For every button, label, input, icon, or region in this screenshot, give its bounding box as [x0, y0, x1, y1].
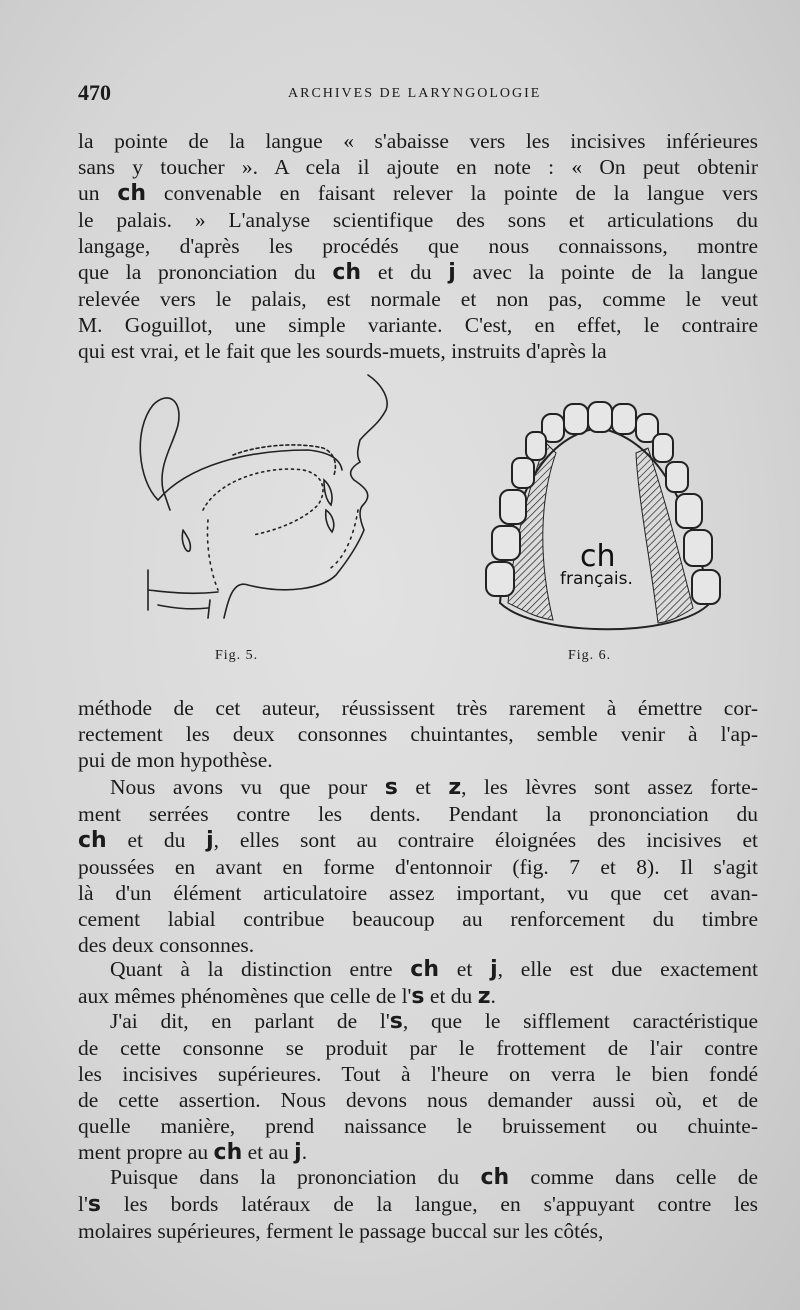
palate-line — [233, 445, 335, 475]
running-head: ARCHIVES DE LARYNGOLOGIE — [288, 86, 542, 101]
text-segment: , les lèvres sont assez forte- — [461, 775, 758, 799]
tooth — [612, 404, 636, 434]
text-line — [78, 180, 758, 207]
text-segment: Nous avons vu que pour — [110, 775, 385, 799]
text-segment: , que le sifflement caractéristique — [402, 1009, 758, 1033]
tooth — [684, 530, 712, 566]
phoneme-letter: j — [294, 1140, 302, 1165]
text-line: pui de mon hypothèse. — [78, 748, 273, 772]
text-segment: et au — [242, 1140, 295, 1164]
text-line — [78, 827, 758, 854]
larynx — [182, 530, 190, 551]
tooth — [564, 404, 588, 434]
paragraph-2 — [78, 695, 758, 773]
text-line: relevée vers le palais, est normale et non pas, comme le veut — [78, 287, 758, 311]
text-line: molaires supérieures, ferment le passage buccal sur les côtés, — [78, 1219, 604, 1243]
page-header — [78, 80, 758, 110]
phoneme-letter: j — [490, 957, 498, 982]
tooth — [588, 402, 612, 432]
text-segment: J'ai dit, en parlant de l' — [110, 1009, 390, 1033]
fig6-palate-diagram — [478, 398, 728, 648]
paragraph-6 — [78, 1164, 758, 1244]
lower-teeth — [326, 510, 334, 532]
text-line: langage, d'après les procédés que nous connaissons, montre — [78, 234, 758, 258]
text-line: cement labial contribue beaucoup au renforcement du timbre — [78, 907, 758, 931]
text-line: de cette assertion. Nous devons nous demander aussi où, et de — [78, 1088, 758, 1112]
paragraph-5 — [78, 1008, 758, 1166]
tooth — [653, 434, 673, 462]
paragraph-3 — [78, 774, 758, 958]
text-segment: et — [397, 775, 449, 799]
text-line: le palais. » L'analyse scientifique des sons et articulations du — [78, 208, 758, 232]
phoneme-letter: ch — [78, 828, 107, 853]
text-line: là d'un élément articulatoire assez important, vu que cet avan- — [78, 881, 758, 905]
text-segment: ment propre au — [78, 1140, 214, 1164]
text-segment: comme dans celle de — [509, 1165, 759, 1189]
text-line: M. Goguillot, une simple variante. C'est, en effet, le contraire — [78, 313, 758, 337]
text-segment: Quant à la distinction entre — [110, 957, 411, 981]
fig6-label-sub: français. — [560, 569, 633, 589]
tooth — [666, 462, 688, 492]
text-segment: Puisque dans la prononciation du — [110, 1165, 481, 1189]
text-line: poussées en avant en forme d'entonnoir (fig. 7 et 8). Il s'agit — [78, 855, 758, 879]
phoneme-letter: s — [384, 775, 398, 800]
text-line: sans y toucher ». A cela il ajoute en note : « On peut obtenir — [78, 155, 758, 179]
neck-line — [148, 570, 218, 610]
pharynx-loop — [140, 398, 179, 510]
fig6-label-main: ch — [580, 539, 616, 574]
phoneme-letter: ch — [213, 1140, 243, 1165]
text-line: la pointe de la langue « s'abaisse vers les incisives inférieures — [78, 129, 758, 153]
fig5-caption: Fig. 5. — [215, 648, 259, 663]
tooth — [492, 526, 520, 560]
text-segment: convenable en faisant relever la pointe de la langue vers — [146, 181, 759, 205]
text-segment: et — [438, 957, 491, 981]
phoneme-letter: s — [87, 1192, 101, 1217]
text-segment: les bords latéraux de la langue, en s'appuyant contre les — [100, 1192, 758, 1216]
tooth — [512, 458, 534, 488]
phoneme-letter: ch — [332, 260, 362, 285]
tongue-outline — [203, 469, 323, 535]
text-segment: et du — [106, 828, 207, 852]
text-line — [78, 1191, 758, 1218]
text-line — [78, 1139, 758, 1166]
text-segment: que la prononciation du — [78, 260, 333, 284]
upper-teeth — [324, 480, 332, 505]
text-segment: aux mêmes phénomènes que celle de l' — [78, 984, 412, 1008]
text-line: les incisives supérieures. Tout à l'heure on verra le bien fondé — [78, 1062, 758, 1086]
tooth — [486, 562, 514, 596]
phoneme-letter: s — [389, 1009, 403, 1034]
tooth — [676, 494, 702, 528]
paragraph-1 — [78, 128, 758, 364]
fig6-caption: Fig. 6. — [568, 648, 612, 663]
phoneme-letter: ch — [480, 1165, 510, 1190]
text-line: qui est vrai, et le fait que les sourds-muets, instruits d'après la — [78, 339, 607, 363]
phoneme-letter: z — [477, 984, 491, 1009]
face-profile — [208, 375, 387, 618]
text-line — [78, 956, 758, 983]
phoneme-letter: ch — [117, 181, 147, 206]
tooth — [692, 570, 720, 604]
text-line — [78, 259, 758, 286]
text-segment: l' — [78, 1192, 88, 1216]
text-line — [78, 774, 758, 801]
phoneme-letter: z — [448, 775, 462, 800]
text-segment: et du — [361, 260, 449, 284]
paragraph-4 — [78, 956, 758, 1010]
text-line — [78, 983, 758, 1010]
text-segment: avec la pointe de la langue — [455, 260, 758, 284]
text-line: des deux consonnes. — [78, 933, 255, 957]
text-line — [78, 1008, 758, 1035]
text-line: de cette consonne se produit par le frottement de l'air contre — [78, 1036, 758, 1060]
text-line: méthode de cet auteur, réussissent très rarement à émettre cor- — [78, 696, 758, 720]
text-segment: . — [490, 984, 496, 1008]
tooth — [500, 490, 526, 524]
tooth — [526, 432, 546, 460]
text-line — [78, 1164, 758, 1191]
text-segment: et du — [424, 984, 478, 1008]
phoneme-letter: j — [448, 260, 456, 285]
text-segment: un — [78, 181, 118, 205]
page-number: 470 — [78, 80, 111, 105]
text-segment: , elle est due exactement — [497, 957, 758, 981]
text-segment: . — [301, 1140, 308, 1164]
text-line: quelle manière, prend naissance le bruissement ou chuinte- — [78, 1114, 758, 1138]
text-line: rectement les deux consonnes chuintantes, semble venir à l'ap- — [78, 722, 758, 746]
phoneme-letter: j — [206, 828, 214, 853]
throat-dots — [207, 510, 358, 590]
text-line: ment serrées contre les dents. Pendant la prononciation du — [78, 802, 758, 826]
phoneme-letter: ch — [410, 957, 439, 982]
phoneme-letter: s — [411, 984, 425, 1009]
fig5-sagittal-section-drawing — [128, 370, 408, 640]
text-segment: , elles sont au contraire éloignées des incisives et — [213, 828, 758, 852]
